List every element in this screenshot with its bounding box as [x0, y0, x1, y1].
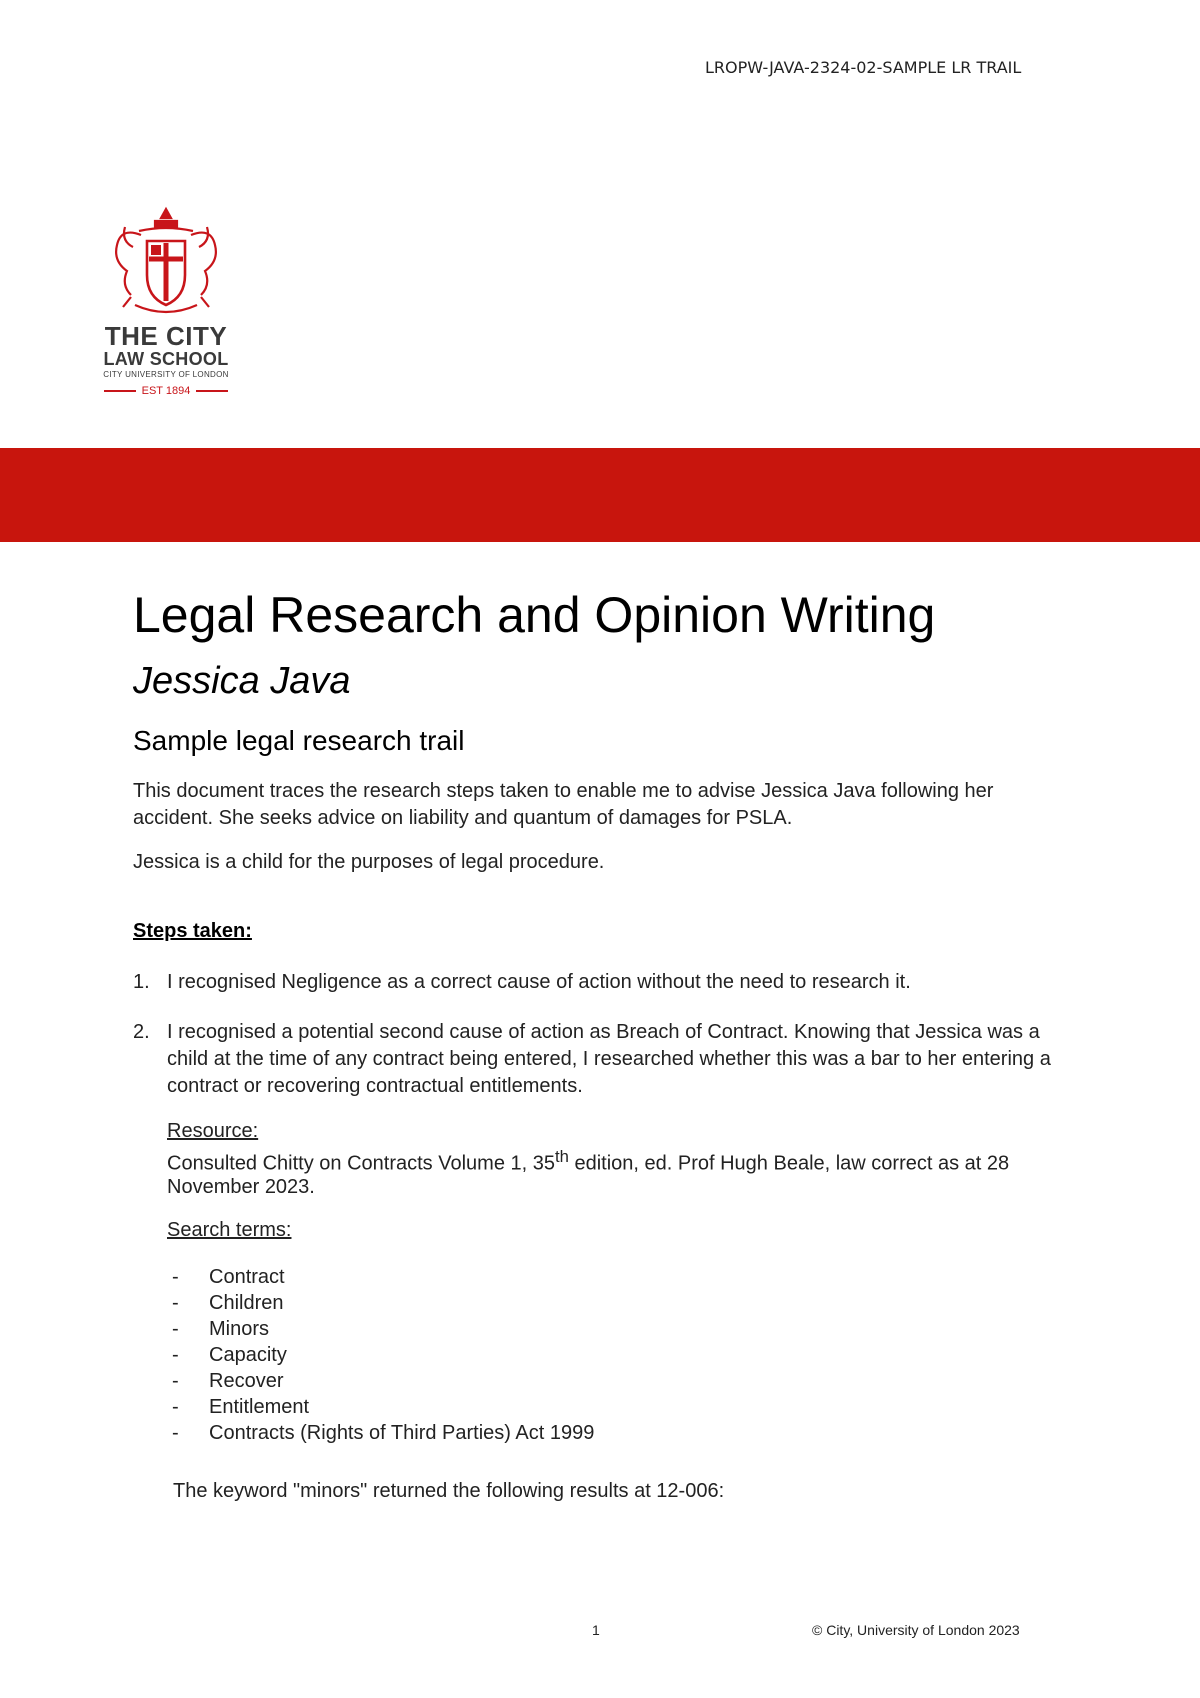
- list-item: - Contracts (Rights of Third Parties) Act 1999: [172, 1421, 595, 1444]
- document-body: [133, 584, 1073, 1505]
- resource-label: Resource:: [167, 1120, 259, 1142]
- keyword-result-text: The keyword "minors" returned the following results at 12-006:: [173, 1479, 725, 1502]
- copyright-notice: © City, University of London 2023: [812, 1622, 1020, 1638]
- coat-of-arms-icon: [95, 205, 237, 321]
- steps-heading: Steps taken:: [133, 920, 252, 942]
- document-code: LROPW-JAVA-2324-02-SAMPLE LR TRAIL: [705, 58, 1022, 77]
- step-number: 1.: [133, 971, 150, 993]
- list-item: - Children: [172, 1291, 284, 1314]
- list-item: - Minors: [172, 1317, 270, 1340]
- search-terms-list: [167, 1264, 1073, 1446]
- logo-established: EST 1894: [95, 385, 237, 397]
- step-item: [133, 1019, 1073, 1446]
- child-note: Jessica is a child for the purposes of legal procedure.: [133, 851, 605, 873]
- step-text: I recognised a potential second cause of action as Breach of Contract. Knowing that Jessica was a child at the time of any contract being entered, I researched whether this was a bar to her entering a contract or recovering contractual entitlements.: [167, 1021, 1051, 1097]
- step-item: [133, 969, 1073, 996]
- list-item: - Contract: [172, 1265, 285, 1288]
- client-name: Jessica Java: [133, 660, 351, 702]
- step-text: I recognised Negligence as a correct cause of action without the need to research it.: [167, 971, 911, 993]
- document-title: Legal Research and Opinion Writing: [133, 587, 936, 643]
- list-item: - Entitlement: [172, 1395, 310, 1418]
- intro-paragraph: This document traces the research steps taken to enable me to advise Jessica Java following her accident. She seeks advice on liability and quantum of damages for PSLA.: [133, 780, 994, 829]
- red-banner: [0, 448, 1200, 542]
- list-item: - Recover: [172, 1369, 284, 1392]
- city-law-school-logo: [95, 205, 237, 405]
- step-number: 2.: [133, 1021, 150, 1043]
- document-subtitle: Sample legal research trail: [133, 725, 465, 756]
- search-terms-label: Search terms:: [167, 1218, 292, 1241]
- logo-law-school: LAW SCHOOL: [103, 349, 229, 369]
- resource-text: Consulted Chitty on Contracts Volume 1, 35th edition, ed. Prof Hugh Beale, law correct as at 28 November 2023.: [167, 1147, 1010, 1198]
- logo-university: CITY UNIVERSITY OF LONDON: [103, 370, 229, 379]
- list-item: - Capacity: [172, 1343, 287, 1366]
- logo-the-city: THE CITY: [104, 321, 228, 351]
- page-number: 1: [592, 1622, 600, 1638]
